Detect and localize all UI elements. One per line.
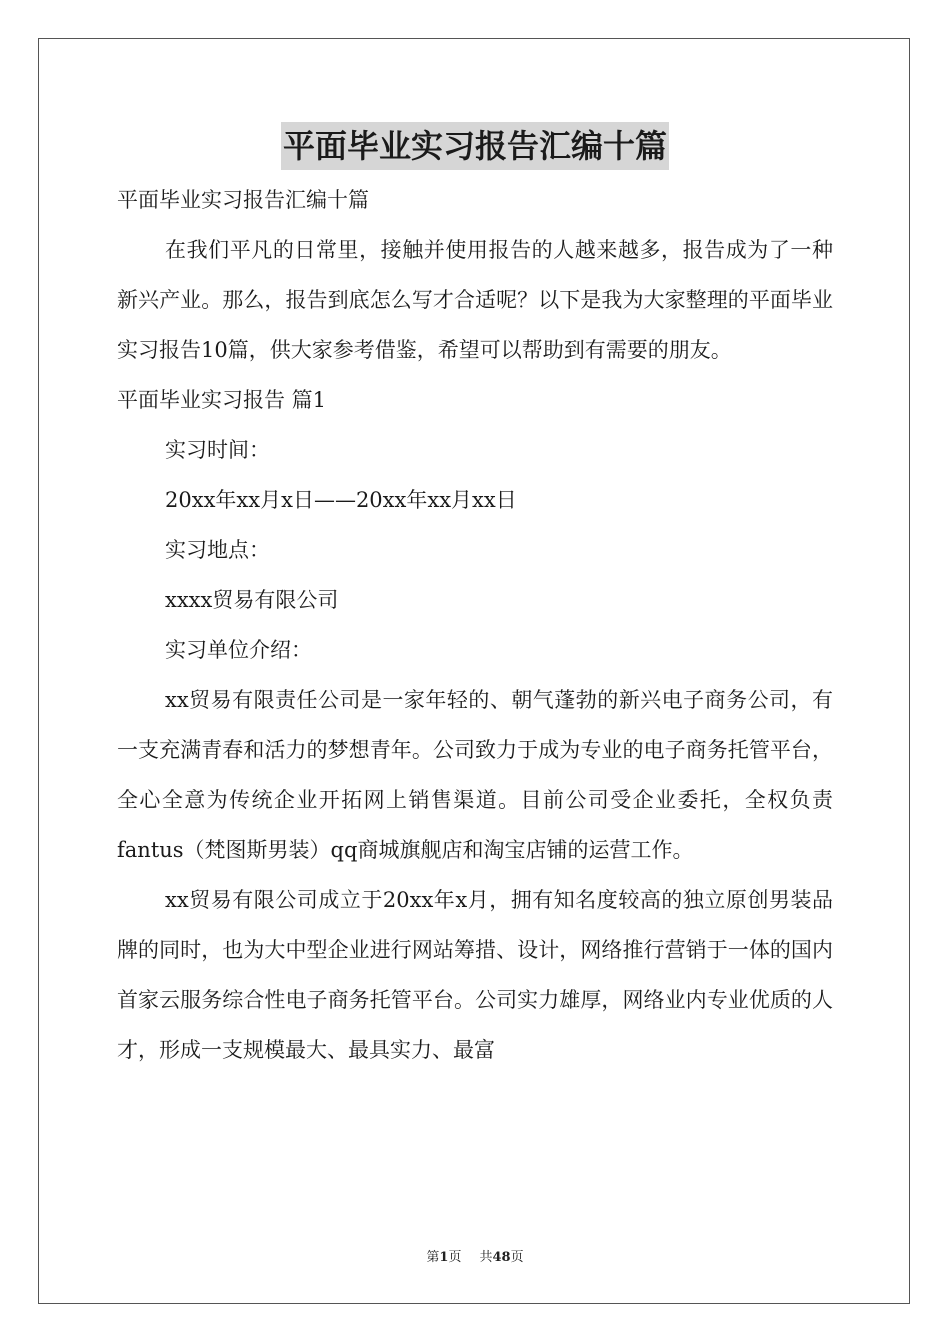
internship-location-value: xxxx贸易有限公司	[165, 588, 339, 612]
page-current: 1	[439, 1250, 449, 1265]
company-intro-label: 实习单位介绍：	[165, 638, 312, 662]
internship-location-label: 实习地点：	[165, 538, 270, 562]
internship-time-value: 20xx年xx月x日——20xx年xx月xx日	[165, 488, 517, 512]
document-body	[117, 175, 833, 1075]
section-heading: 平面毕业实习报告 篇1	[117, 388, 327, 412]
total-suffix: 页	[510, 1250, 524, 1265]
title-area	[0, 122, 950, 170]
page-footer	[0, 1248, 950, 1268]
intro-paragraph: 在我们平凡的日常里，接触并使用报告的人越来越多，报告成为了一种新兴产业。那么，报告到底怎么写才合适呢？以下是我为大家整理的平面毕业实习报告10篇，供大家参考借鉴，希望可以帮助到有需要的朋友。	[117, 238, 833, 362]
page-prefix: 第	[426, 1250, 440, 1265]
company-intro-paragraph-2: xx贸易有限公司成立于20xx年x月，拥有知名度较高的独立原创男装品牌的同时，也为大中型企业进行网站筹措、设计，网络推行营销于一体的国内首家云服务综合性电子商务托管平台。公司实力雄厚，网络业内专业优质的人才，形成一支规模最大、最具实力、最富	[117, 888, 833, 1062]
page-suffix: 页	[448, 1250, 462, 1265]
company-intro-paragraph-1: xx贸易有限责任公司是一家年轻的、朝气蓬勃的新兴电子商务公司，有一支充满青春和活力的梦想青年。公司致力于成为专业的电子商务托管平台，全心全意为传统企业开拓网上销售渠道。目前公司受企业委托，全权负责fantus（梵图斯男装）qq商城旗舰店和淘宝店铺的运营工作。	[117, 688, 833, 862]
total-prefix: 共	[479, 1250, 493, 1265]
subtitle-line: 平面毕业实习报告汇编十篇	[117, 188, 369, 212]
internship-time-label: 实习时间：	[165, 438, 270, 462]
document-title: 平面毕业实习报告汇编十篇	[281, 122, 669, 170]
page-total: 48	[492, 1250, 511, 1265]
